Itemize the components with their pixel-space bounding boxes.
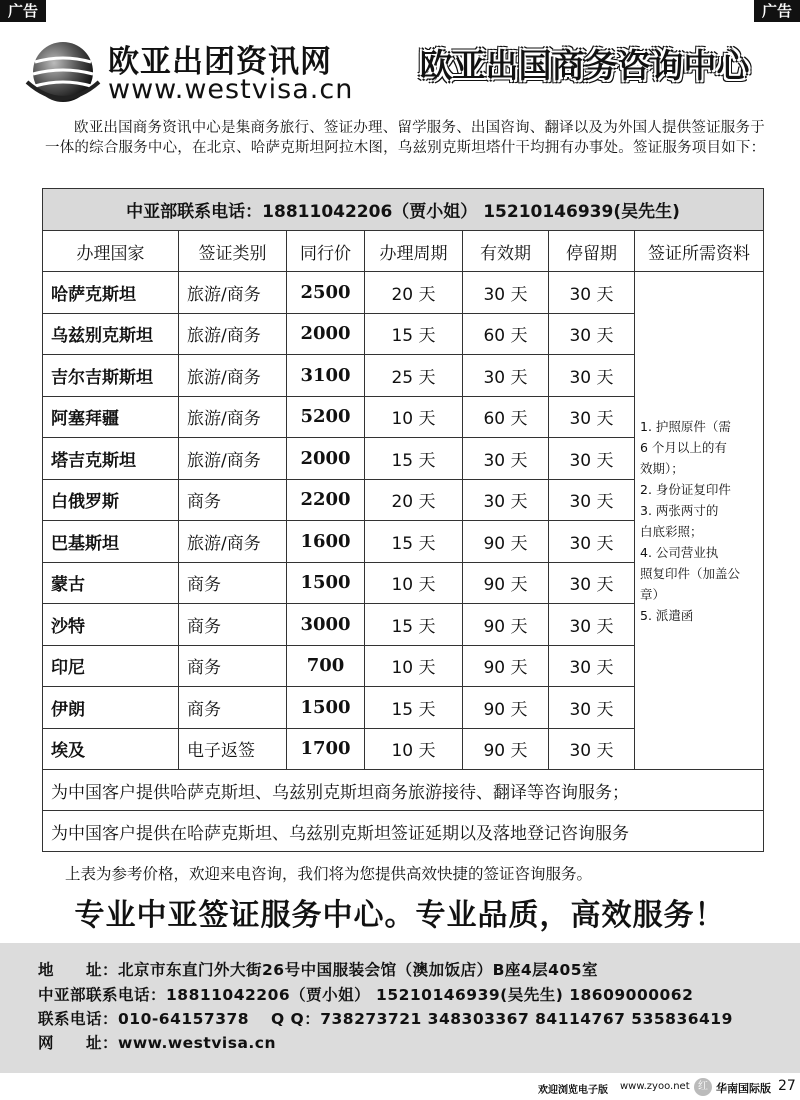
stay-cell: 30 天 — [549, 604, 635, 646]
service-row — [43, 770, 764, 811]
price-cell: 1700 — [287, 728, 365, 770]
validity-cell: 30 天 — [463, 479, 549, 521]
brand-name: 欧亚出团资讯网 — [108, 44, 332, 80]
column-header: 有效期 — [463, 231, 549, 272]
service-row — [43, 811, 764, 852]
footer — [0, 1075, 800, 1100]
category-cell: 电子返签 — [179, 728, 287, 770]
country-cell: 哈萨克斯坦 — [43, 272, 179, 314]
category-cell: 旅游/商务 — [179, 355, 287, 397]
document-line: 1. 护照原件（需 — [640, 418, 731, 434]
brand-url: www.westvisa.cn — [108, 74, 354, 105]
footer-welcome: 欢迎浏览电子版 — [538, 1085, 608, 1096]
stay-cell: 30 天 — [549, 396, 635, 438]
category-cell: 旅游/商务 — [179, 521, 287, 563]
slogan: 专业中亚签证服务中心。专业品质，高效服务！ — [74, 898, 726, 933]
validity-cell: 90 天 — [463, 521, 549, 563]
contact-central-asia-phone: 中亚部联系电话：18811042206（贾小姐） 15210146939(吴先生) 18609000062 — [38, 986, 694, 1004]
column-header: 停留期 — [549, 231, 635, 272]
validity-cell: 90 天 — [463, 645, 549, 687]
headline: 欧亚出国商务咨询中心 — [419, 46, 750, 85]
column-header: 签证所需资料 — [635, 231, 764, 272]
seal-icon: 红 — [694, 1078, 712, 1096]
ad-label-right: 广告 — [754, 0, 800, 22]
category-cell: 商务 — [179, 645, 287, 687]
period-cell: 15 天 — [365, 438, 463, 480]
category-cell: 商务 — [179, 604, 287, 646]
table-contact-phone: 中亚部联系电话：18811042206（贾小姐） 15210146939(吴先生) — [43, 189, 764, 231]
country-cell: 蒙古 — [43, 562, 179, 604]
country-cell: 吉尔吉斯斯坦 — [43, 355, 179, 397]
price-cell: 2000 — [287, 438, 365, 480]
period-cell: 10 天 — [365, 396, 463, 438]
price-cell: 3100 — [287, 355, 365, 397]
period-cell: 15 天 — [365, 521, 463, 563]
table-contact-row — [43, 189, 764, 231]
price-cell: 2500 — [287, 272, 365, 314]
stay-cell: 30 天 — [549, 313, 635, 355]
stay-cell: 30 天 — [549, 728, 635, 770]
price-cell: 700 — [287, 645, 365, 687]
validity-cell: 30 天 — [463, 438, 549, 480]
validity-cell: 60 天 — [463, 396, 549, 438]
validity-cell: 90 天 — [463, 728, 549, 770]
header — [0, 30, 800, 110]
document-line: 2. 身份证复印件 — [640, 481, 731, 497]
document-line: 6 个月以上的有 — [640, 439, 727, 455]
period-cell: 20 天 — [365, 272, 463, 314]
stay-cell: 30 天 — [549, 687, 635, 729]
document-line: 章） — [640, 586, 666, 602]
required-documents-cell — [635, 272, 764, 770]
intro-paragraph: 欧亚出国商务资讯中心是集商务旅行、签证办理、留学服务、出国咨询、翻译以及为外国人提供签证服务于一体的综合服务中心，在北京、哈萨克斯坦阿拉木图，乌兹别克斯坦塔什干均拥有办事处。签证服务项目如下： — [45, 120, 766, 156]
country-cell: 塔吉克斯坦 — [43, 438, 179, 480]
period-cell: 10 天 — [365, 728, 463, 770]
period-cell: 20 天 — [365, 479, 463, 521]
service-text: 为中国客户提供在哈萨克斯坦、乌兹别克斯坦签证延期以及落地登记咨询服务 — [43, 811, 764, 852]
document-line: 照复印件（加盖公 — [640, 565, 741, 581]
document-line: 3. 两张两寸的 — [640, 502, 719, 518]
document-line: 白底彩照； — [640, 523, 703, 539]
validity-cell: 90 天 — [463, 604, 549, 646]
column-header: 办理周期 — [365, 231, 463, 272]
stay-cell: 30 天 — [549, 438, 635, 480]
period-cell: 10 天 — [365, 562, 463, 604]
country-cell: 印尼 — [43, 645, 179, 687]
price-cell: 1500 — [287, 562, 365, 604]
contact-website: 网 址：www.westvisa.cn — [38, 1034, 277, 1052]
category-cell: 旅游/商务 — [179, 396, 287, 438]
footer-site: www.zyoo.net — [620, 1081, 690, 1092]
price-cell: 3000 — [287, 604, 365, 646]
stay-cell: 30 天 — [549, 521, 635, 563]
column-header: 签证类别 — [179, 231, 287, 272]
category-cell: 旅游/商务 — [179, 438, 287, 480]
validity-cell: 60 天 — [463, 313, 549, 355]
price-cell: 2200 — [287, 479, 365, 521]
validity-cell: 30 天 — [463, 272, 549, 314]
service-text: 为中国客户提供哈萨克斯坦、乌兹别克斯坦商务旅游接待、翻译等咨询服务； — [43, 770, 764, 811]
price-cell: 1500 — [287, 687, 365, 729]
category-cell: 旅游/商务 — [179, 313, 287, 355]
category-cell: 旅游/商务 — [179, 272, 287, 314]
stay-cell: 30 天 — [549, 562, 635, 604]
visa-price-table — [42, 188, 764, 852]
country-cell: 埃及 — [43, 728, 179, 770]
contact-address: 地 址：北京市东直门外大街26号中国服装会馆（澳加饭店）B座4层405室 — [38, 961, 599, 979]
table-row — [43, 272, 764, 314]
stay-cell: 30 天 — [549, 272, 635, 314]
contact-phone-qq: 联系电话：010-64157378 Q Q：738273721 348303367 84114767 535836419 — [38, 1010, 733, 1028]
footer-edition: 华南国际版 — [716, 1082, 771, 1095]
column-header: 同行价 — [287, 231, 365, 272]
price-cell: 5200 — [287, 396, 365, 438]
category-cell: 商务 — [179, 562, 287, 604]
country-cell: 阿塞拜疆 — [43, 396, 179, 438]
country-cell: 伊朗 — [43, 687, 179, 729]
period-cell: 10 天 — [365, 645, 463, 687]
validity-cell: 90 天 — [463, 687, 549, 729]
contact-block — [0, 943, 800, 1073]
category-cell: 商务 — [179, 479, 287, 521]
table-header-row — [43, 231, 764, 272]
price-cell: 1600 — [287, 521, 365, 563]
stay-cell: 30 天 — [549, 355, 635, 397]
document-line: 效期）； — [640, 460, 684, 476]
period-cell: 15 天 — [365, 313, 463, 355]
country-cell: 巴基斯坦 — [43, 521, 179, 563]
stay-cell: 30 天 — [549, 645, 635, 687]
period-cell: 25 天 — [365, 355, 463, 397]
category-cell: 商务 — [179, 687, 287, 729]
country-cell: 乌兹别克斯坦 — [43, 313, 179, 355]
globe-logo-icon — [25, 36, 101, 112]
document-line: 4. 公司营业执 — [640, 544, 719, 560]
validity-cell: 90 天 — [463, 562, 549, 604]
document-line: 5. 派遣函 — [640, 607, 694, 623]
reference-note: 上表为参考价格，欢迎来电咨询，我们将为您提供高效快捷的签证咨询服务。 — [65, 865, 593, 883]
column-header: 办理国家 — [43, 231, 179, 272]
price-cell: 2000 — [287, 313, 365, 355]
validity-cell: 30 天 — [463, 355, 549, 397]
ad-label-left: 广告 — [0, 0, 46, 22]
period-cell: 15 天 — [365, 687, 463, 729]
country-cell: 沙特 — [43, 604, 179, 646]
page-number: 27 — [778, 1078, 796, 1094]
country-cell: 白俄罗斯 — [43, 479, 179, 521]
period-cell: 15 天 — [365, 604, 463, 646]
stay-cell: 30 天 — [549, 479, 635, 521]
